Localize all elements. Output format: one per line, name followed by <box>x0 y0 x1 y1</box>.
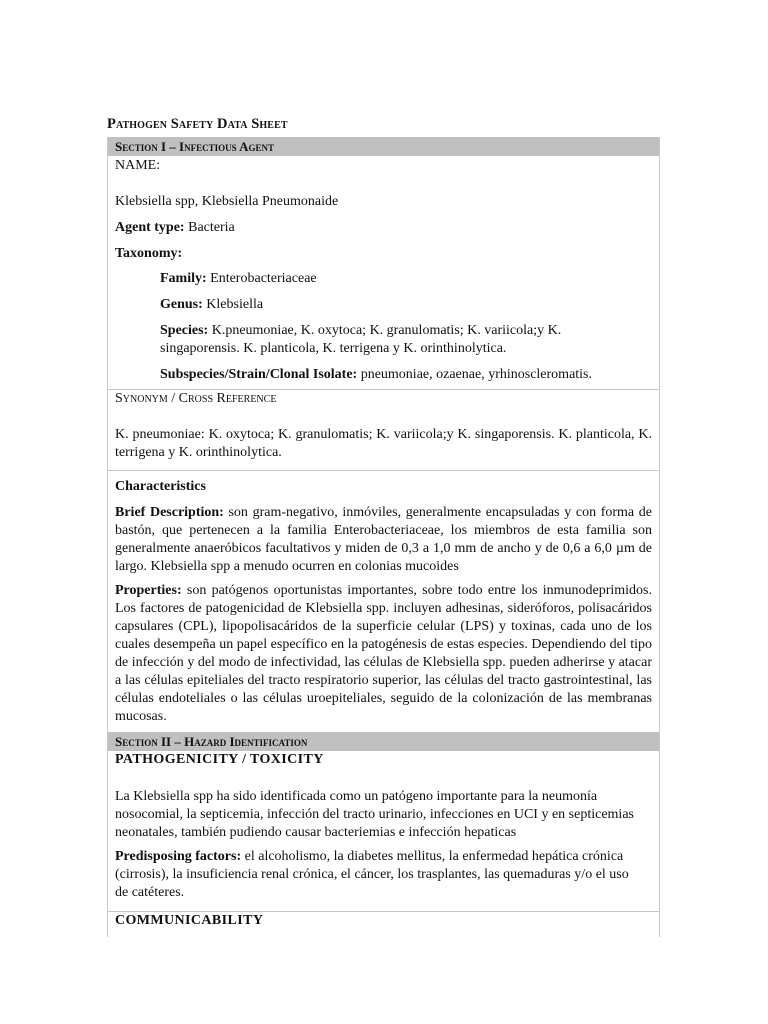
communicability-block <box>108 911 659 937</box>
genus-value: Klebsiella <box>206 297 264 312</box>
species-label: Species: <box>160 323 209 338</box>
pathogenicity-block <box>108 751 659 911</box>
synonym-block <box>108 389 659 470</box>
synonym-value: K. pneumoniae: K. oxytoca; K. granulomatis; K. variicola;y K. singaporensis. K. planticola, K. terrigena y K. orinthinolytica. <box>115 427 652 460</box>
agent-type-row <box>115 219 235 237</box>
species-value-line-2: singaporensis. K. planticola, K. terrigena y K. orinthinolytica. <box>160 341 507 356</box>
name-label: NAME: <box>115 158 161 173</box>
document-title: Pathogen Safety Data Sheet <box>107 116 288 132</box>
species-row <box>115 322 650 358</box>
subspecies-value: pneumoniae, ozaenae, yrhinoscleromatis. <box>360 367 593 382</box>
genus-row <box>115 296 263 314</box>
name-block <box>108 156 659 389</box>
family-label: Family: <box>160 271 207 286</box>
section-2-header: Section II – Hazard Identification <box>108 732 659 751</box>
communicability-label: COMMUNICABILITY <box>115 913 264 928</box>
section-1-header: Section I – Infectious Agent <box>108 137 659 156</box>
subspecies-label: Subspecies/Strain/Clonal Isolate: <box>160 367 358 382</box>
subspecies-row <box>115 366 592 384</box>
predisposing-label: Predisposing factors: <box>115 849 242 864</box>
agent-type-value: Bacteria <box>188 220 235 235</box>
properties <box>115 582 652 726</box>
predisposing-value: el alcoholismo, la diabetes mellitus, la enfermedad hepática crónica (cirrosis), la insuficiencia renal crónica, el cáncer, los trasplantes, las quemaduras y/o el uso de catéteres. <box>115 849 629 900</box>
brief-description-value: son gram-negativo, inmóviles, generalmente encapsuladas y con forma de bastón, que pertenecen a la familia Enterobacteriaceae, los miembros de esta familia son generalmente anaeróbicos facultativos y miden de 0,3 a 1,0 mm de ancho y de 0,6 a 6,0 µm de largo. Klebsiella spp a menudo ocurren en colonias mucoides <box>115 505 652 574</box>
family-value: Enterobacteriaceae <box>210 271 317 286</box>
characteristics-label: Characteristics <box>115 479 206 494</box>
pathogenicity-value: La Klebsiella spp ha sido identificada como un patógeno importante para la neumonía nosocomial, la septicemia, infección del tracto urinario, infecciones en UCI y en septicemias neonatales, también pudiendo causar bacteriemias e infección hepaticas <box>115 789 634 840</box>
agent-type-label: Agent type: <box>115 220 185 235</box>
brief-description-label: Brief Description: <box>115 505 224 520</box>
properties-value: son patógenos oportunistas importantes, sobre todo entre los inmunodeprimidos. Los factores de patogenicidad de Klebsiella spp. incluyen adhesinas, sideróforos, polisacáridos capsulares (CPL), lipopolisacáridos de la superficie celular (LPS) y toxinas, cada uno de los cuales desempeña un papel específico en la patogénesis de estas especies. Dependiendo del tipo de infección y del modo de infectividad, las células de Klebsiella spp. pueden adherirse y atacar a las células epiteliales del tracto respiratorio superior, las células del tracto gastrointestinal, las células endoteliales o las células uroepiteliales, seguido de la colonización de las membranas mucosas. <box>115 583 653 724</box>
data-sheet <box>107 137 660 937</box>
pathogenicity-label: PATHOGENICITY / TOXICITY <box>115 752 324 767</box>
properties-label: Properties: <box>115 583 182 598</box>
genus-label: Genus: <box>160 297 203 312</box>
family-row <box>115 270 317 288</box>
predisposing-factors <box>115 848 645 902</box>
characteristics-block <box>108 470 659 732</box>
synonym-label: Synonym / Cross Reference <box>115 391 277 406</box>
name-value: Klebsiella spp, Klebsiella Pneumonaide <box>115 194 339 209</box>
species-value-line-1: K.pneumoniae, K. oxytoca; K. granulomatis; K. variicola;y K. <box>211 323 562 338</box>
brief-description <box>115 504 652 576</box>
taxonomy-label: Taxonomy: <box>115 246 183 261</box>
